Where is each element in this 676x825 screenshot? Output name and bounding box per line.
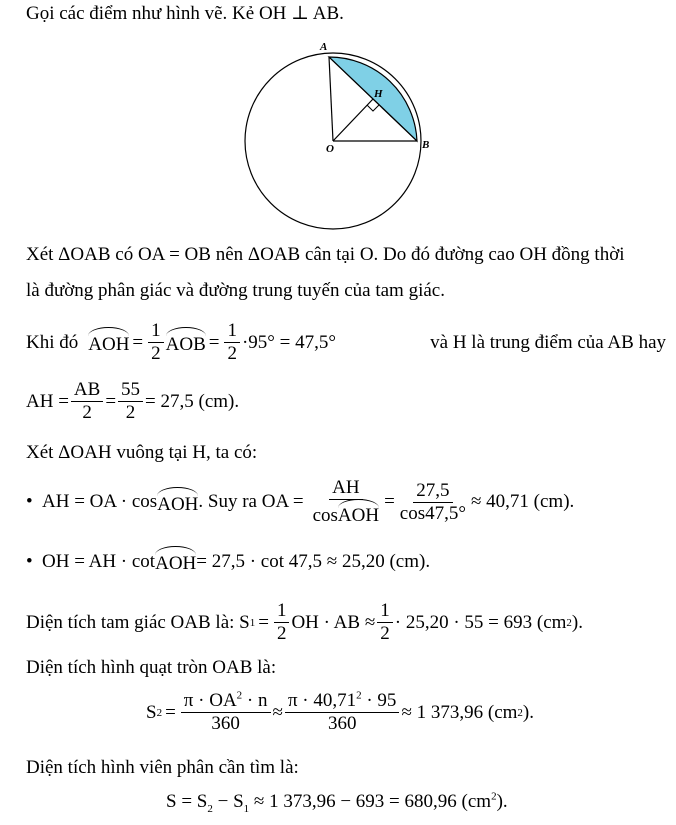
oh-cot-text: OH = AH · cot bbox=[42, 550, 156, 572]
angle-value: ·95° = 47,5° bbox=[241, 331, 336, 353]
equals-3: = bbox=[105, 390, 117, 412]
paragraph-isosceles-1: Xét ΔOAB có OA = OB nên ΔOAB cân tại O. Do đó đường cao OH đồng thời bbox=[26, 244, 625, 265]
s3-sub2: 2 bbox=[207, 802, 213, 815]
s3-pre: S = S bbox=[166, 791, 208, 812]
segment-OA bbox=[329, 57, 333, 141]
area-segment-formula bbox=[166, 790, 508, 814]
ah-cos-text: AH = OA · cos bbox=[42, 491, 158, 512]
equals-5: = bbox=[258, 611, 269, 633]
bullet-oh bbox=[26, 547, 430, 576]
angle-AOH-b1: AOH bbox=[157, 488, 198, 517]
fraction-sector-1: $\frac{\pi \cdot OA^2 \cdot n}{360}$ bbox=[181, 690, 271, 735]
fraction-27-cos: $\frac{27,5}{\cos 47,5^\circ}$ bbox=[399, 479, 466, 524]
fraction-ab-2: $\frac{AB}{2}$ bbox=[71, 379, 103, 424]
area-sector-formula: S 2 = $\frac{\pi \cdot OA^2 \cdot n}{360}$ ≈ $\frac{\pi \cdot 40,71^2 \cdot 95}{360}$ ≈ 1 373,96 (cm 2 ). bbox=[146, 689, 534, 734]
khi-do-text: Khi đó bbox=[26, 331, 79, 353]
fraction-half-2: $\frac{1}{2}$ bbox=[224, 320, 240, 365]
fraction-ah-cos: $\frac{AH}{\text{cosAOH}}$ bbox=[312, 477, 380, 526]
angle-AOH: AOH bbox=[88, 328, 129, 357]
s2-end: ). bbox=[522, 701, 534, 723]
midpoint-text: và H là trung điểm của AB hay bbox=[430, 331, 666, 353]
area-segment-label: Diện tích hình viên phân cần tìm là: bbox=[26, 757, 299, 778]
equals-6: = bbox=[165, 701, 176, 723]
bullet-oa bbox=[26, 477, 574, 527]
equals-2: = bbox=[208, 331, 220, 353]
equals-4: = bbox=[384, 491, 395, 512]
angle-computation bbox=[26, 320, 666, 365]
paragraph-isosceles-2: là đường phân giác và đường trung tuyến của tam giác. bbox=[26, 280, 445, 301]
ah-computation bbox=[26, 379, 239, 424]
bullet-dot-2: • bbox=[26, 550, 33, 572]
s2-s: S bbox=[146, 701, 157, 723]
right-triangle-intro: Xét ΔOAH vuông tại H, ta có: bbox=[26, 442, 258, 463]
label-O: O bbox=[326, 143, 334, 155]
fraction-55-2: $\frac{55}{2}$ bbox=[118, 379, 143, 424]
ah-result: = 27,5 (cm). bbox=[145, 390, 240, 412]
s1-result: · 25,20 · 55 = 693 (cm bbox=[394, 611, 567, 633]
s3-result: ≈ 1 373,96 − 693 = 680,96 (cm bbox=[253, 791, 492, 812]
s3-end: ). bbox=[496, 791, 508, 812]
s3-sup: 2 bbox=[491, 790, 497, 803]
ah-equals: AH = bbox=[26, 390, 69, 412]
area-triangle: Diện tích tam giác OAB là: S 1 = $\frac{1}{2}$ OH · AB ≈ $\frac{1}{2}$ · 25,20 · 55 = 693 (cm 2 ). bbox=[26, 600, 583, 644]
label-B: B bbox=[422, 139, 430, 151]
oh-result: = 27,5 · cot 47,5 ≈ 25,20 (cm). bbox=[196, 550, 431, 572]
area-sector-label: Diện tích hình quạt tròn OAB là: bbox=[26, 657, 277, 678]
right-angle-mark bbox=[367, 105, 379, 111]
oa-result: ≈ 40,71 (cm). bbox=[470, 491, 575, 512]
equals: = bbox=[132, 331, 144, 353]
bullet-dot: • bbox=[26, 491, 33, 512]
s1-mid: OH · AB ≈ bbox=[291, 611, 376, 633]
fraction-half-3: $\frac{1}{2}$ bbox=[274, 600, 290, 645]
label-H: H bbox=[374, 88, 383, 100]
s3-sub1: 1 bbox=[243, 802, 250, 815]
suy-ra-text: . Suy ra OA = bbox=[198, 491, 304, 512]
label-A: A bbox=[320, 41, 328, 53]
angle-AOH-b2: AOH bbox=[155, 547, 196, 576]
intro-text: Gọi các điểm như hình vẽ. Kẻ OH ⊥ AB. bbox=[26, 3, 344, 24]
s1-label: Diện tích tam giác OAB là: S bbox=[26, 611, 250, 633]
s1-end: ). bbox=[571, 611, 583, 633]
angle-AOB: AOB bbox=[166, 328, 206, 357]
circle-figure bbox=[0, 30, 676, 265]
approx: ≈ bbox=[272, 701, 283, 723]
s2-result: ≈ 1 373,96 (cm bbox=[401, 701, 518, 723]
fraction-half: $\frac{1}{2}$ bbox=[148, 320, 164, 365]
s3-minus: − S bbox=[217, 791, 244, 812]
fraction-sector-2: $\frac{\pi \cdot 40,71^2 \cdot 95}{360}$ bbox=[285, 690, 400, 735]
fraction-half-4: $\frac{1}{2}$ bbox=[377, 600, 393, 645]
